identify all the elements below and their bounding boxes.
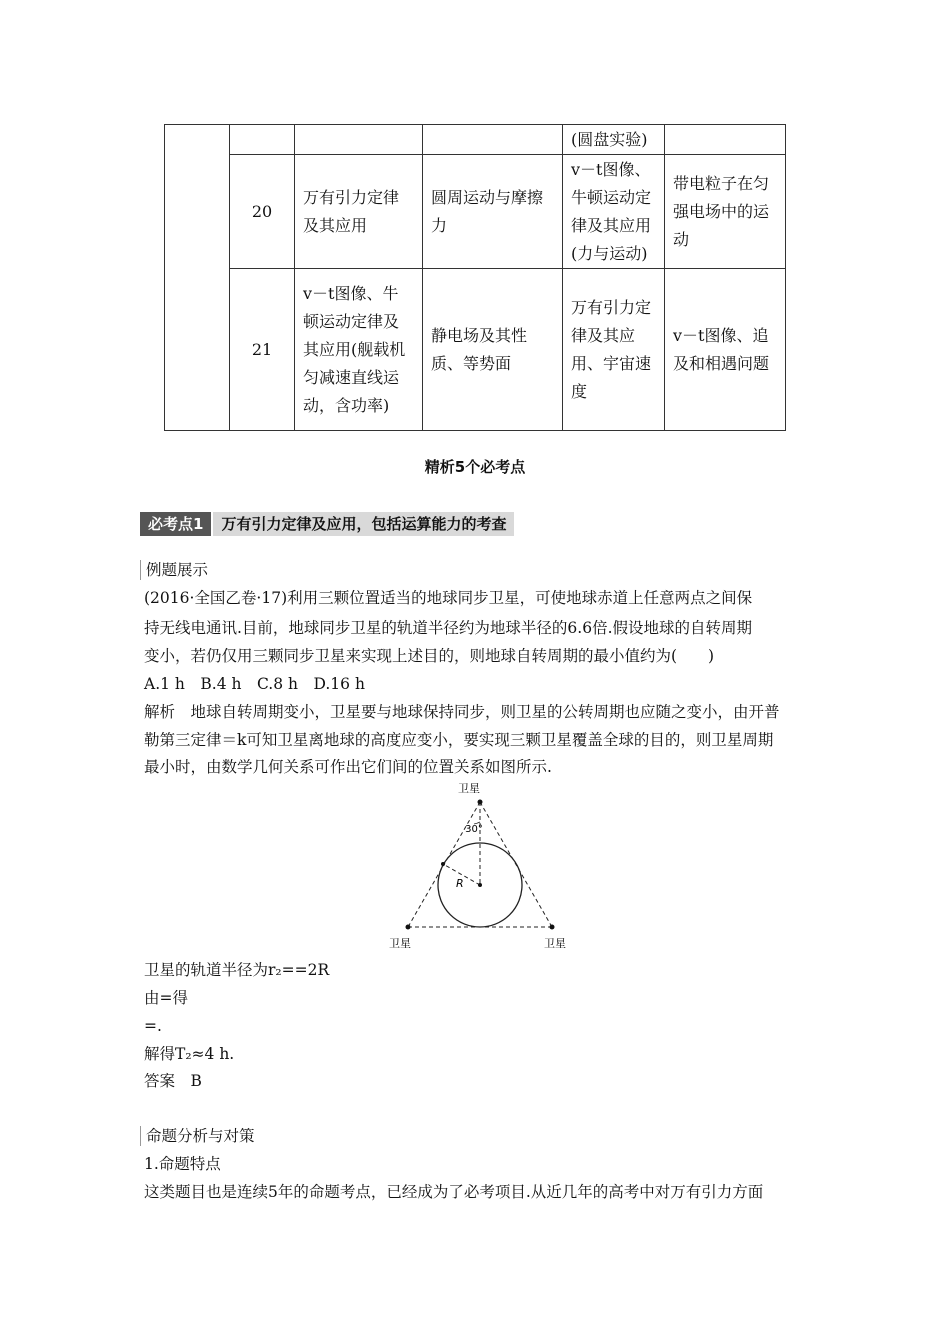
key-point-banner	[140, 512, 514, 536]
exam-table	[164, 124, 786, 431]
table-cell: v－t图像、牛顿运动定律及其应用(力与运动)	[563, 155, 665, 269]
point-heading: 1.命题特点	[144, 1155, 221, 1173]
label-satellite-top: 卫星	[458, 782, 480, 795]
analysis-line: 最小时，由数学几何关系可作出它们间的位置关系如图所示.	[144, 758, 552, 776]
solution-line: 卫星的轨道半径为r₂==2R	[144, 961, 330, 979]
satellite-diagram	[370, 780, 590, 955]
section-title: 精析5个必考点	[424, 458, 526, 476]
satellite-dot-left	[406, 925, 411, 930]
table-cell: 圆周运动与摩擦力	[423, 155, 563, 269]
table-cell	[295, 125, 423, 155]
table-cell: 静电场及其性质、等势面	[423, 269, 563, 431]
key-point-text: 万有引力定律及应用，包括运算能力的考查	[213, 512, 514, 536]
table-cell	[230, 125, 295, 155]
table-question-number: 20	[230, 155, 295, 269]
question-line: 变小，若仍仅用三颗同步卫星来实现上述目的，则地球自转周期的最小值约为( )	[144, 647, 715, 665]
label-satellite-left: 卫星	[389, 937, 411, 950]
question-line: (2016·全国乙卷·17)利用三颗位置适当的地球同步卫星，可使地球赤道上任意两点之间保	[144, 589, 753, 607]
example-label: 例题展示	[140, 560, 208, 580]
table-year-cell	[165, 125, 230, 431]
table-cell: (圆盘实验)	[563, 125, 665, 155]
analysis-line: 勒第三定律＝k可知卫星离地球的高度应变小，要实现三颗卫星覆盖全球的目的，则卫星周期	[144, 731, 774, 749]
answer-line: 答案 B	[144, 1072, 202, 1090]
question-line: 持无线电通讯.目前，地球同步卫星的轨道半径约为地球半径的6.6倍.假设地球的自转周期	[144, 619, 753, 637]
solution-line: =.	[144, 1017, 162, 1035]
table-cell	[423, 125, 563, 155]
satellite-dot-right	[550, 925, 555, 930]
analysis-line: 解析 地球自转周期变小，卫星要与地球保持同步，则卫星的公转周期也应随之变小，由开普	[144, 703, 780, 721]
table-cell	[665, 125, 786, 155]
table-cell: 万有引力定律及其应用、宇宙速度	[563, 269, 665, 431]
body-line: 这类题目也是连续5年的命题考点，已经成为了必考项目.从近几年的高考中对万有引力方面	[144, 1183, 764, 1201]
options-line: A.1 h B.4 h C.8 h D.16 h	[144, 675, 365, 693]
label-radius: R	[456, 877, 464, 890]
table-question-number: 21	[230, 269, 295, 431]
label-satellite-right: 卫星	[544, 937, 566, 950]
label-angle: 30°	[465, 824, 483, 835]
satellite-dot-top	[478, 800, 483, 805]
table-cell: v－t图像、追及和相遇问题	[665, 269, 786, 431]
solution-line: 由=得	[144, 989, 188, 1007]
solution-line: 解得T₂≈4 h.	[144, 1045, 235, 1063]
analysis-section-label: 命题分析与对策	[140, 1126, 255, 1146]
table-cell: 万有引力定律及其应用	[295, 155, 423, 269]
table-cell: v－t图像、牛顿运动定律及其应用(舰载机匀减速直线运动，含功率)	[295, 269, 423, 431]
table-cell: 带电粒子在匀强电场中的运动	[665, 155, 786, 269]
key-point-tag: 必考点1	[140, 512, 211, 536]
